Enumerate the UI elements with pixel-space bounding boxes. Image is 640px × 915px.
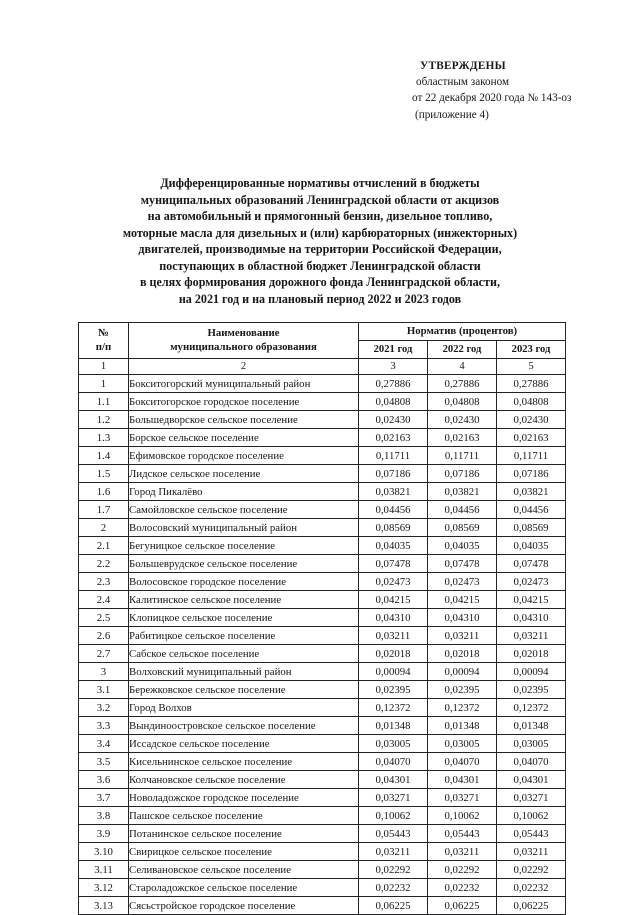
- header-municipality-line-1: Наименование: [207, 327, 280, 339]
- table-row: [79, 771, 566, 789]
- row-number: 2.1: [79, 537, 129, 555]
- row-municipality-name: Кисельнинское сельское поселение: [129, 753, 359, 771]
- row-value-2022: 0,05443: [428, 825, 497, 843]
- row-value-2022: 0,08569: [428, 519, 497, 537]
- row-value-2022: 0,07478: [428, 555, 497, 573]
- row-value-2023: 0,12372: [497, 699, 566, 717]
- row-value-2023: 0,04310: [497, 609, 566, 627]
- table-row: [79, 897, 566, 915]
- row-value-2021: 0,04035: [359, 537, 428, 555]
- row-number: 1.1: [79, 393, 129, 411]
- header-municipality-line-2: муниципального образования: [170, 340, 317, 353]
- row-municipality-name: Пашское сельское поселение: [129, 807, 359, 825]
- row-value-2022: 0,10062: [428, 807, 497, 825]
- row-number: 3.1: [79, 681, 129, 699]
- row-value-2021: 0,06225: [359, 897, 428, 915]
- row-number: 1: [79, 375, 129, 393]
- row-value-2021: 0,03821: [359, 483, 428, 501]
- row-value-2022: 0,04070: [428, 753, 497, 771]
- table-row: [79, 789, 566, 807]
- header-row-main: [79, 323, 566, 341]
- row-municipality-name: Иссадское сельское поселение: [129, 735, 359, 753]
- row-municipality-name: Потанинское сельское поселение: [129, 825, 359, 843]
- row-value-2022: 0,02395: [428, 681, 497, 699]
- row-number: 1.5: [79, 465, 129, 483]
- row-number: 3: [79, 663, 129, 681]
- approval-line-3: от 22 декабря 2020 года № 143-оз: [412, 92, 572, 105]
- row-value-2022: 0,02473: [428, 573, 497, 591]
- title-line-3: на автомобильный и прямогонный бензин, дизельное топливо,: [147, 209, 493, 223]
- row-municipality-name: Селивановское сельское поселение: [129, 861, 359, 879]
- table-head: [79, 323, 566, 375]
- row-value-2023: 0,04456: [497, 501, 566, 519]
- row-number: 1.7: [79, 501, 129, 519]
- table-row: [79, 825, 566, 843]
- header-norm-group: Норматив (процентов): [359, 323, 566, 341]
- table-row: [79, 753, 566, 771]
- row-value-2022: 0,04035: [428, 537, 497, 555]
- row-value-2021: 0,27886: [359, 375, 428, 393]
- row-number: 3.8: [79, 807, 129, 825]
- row-value-2021: 0,04456: [359, 501, 428, 519]
- header-number: [79, 323, 129, 359]
- row-value-2021: 0,02292: [359, 861, 428, 879]
- row-number: 3.7: [79, 789, 129, 807]
- document-title: [50, 175, 590, 307]
- row-value-2021: 0,04215: [359, 591, 428, 609]
- row-number: 3.5: [79, 753, 129, 771]
- row-municipality-name: Клопицкое сельское поселение: [129, 609, 359, 627]
- row-municipality-name: Сясьстройское городское поселение: [129, 897, 359, 915]
- row-value-2021: 0,04808: [359, 393, 428, 411]
- row-value-2023: 0,00094: [497, 663, 566, 681]
- row-value-2022: 0,02232: [428, 879, 497, 897]
- row-municipality-name: Бокситогорский муниципальный район: [129, 375, 359, 393]
- table-row: [79, 807, 566, 825]
- row-value-2023: 0,02232: [497, 879, 566, 897]
- row-value-2021: 0,03005: [359, 735, 428, 753]
- row-value-2023: 0,04215: [497, 591, 566, 609]
- table-row: [79, 879, 566, 897]
- row-number: 1.4: [79, 447, 129, 465]
- title-line-8: на 2021 год и на плановый период 2022 и 2023 годов: [178, 291, 462, 306]
- row-value-2022: 0,04456: [428, 501, 497, 519]
- row-number: 2.3: [79, 573, 129, 591]
- row-number: 3.10: [79, 843, 129, 861]
- title-line-5: двигателей, производимые на территории Российской Федерации,: [138, 242, 502, 256]
- title-line-2: муниципальных образований Ленинградской области от акцизов: [140, 192, 500, 207]
- norms-table: [78, 322, 566, 915]
- table-row: [79, 663, 566, 681]
- table-row: [79, 555, 566, 573]
- table-row: [79, 393, 566, 411]
- row-municipality-name: Сабское сельское поселение: [129, 645, 359, 663]
- table-row: [79, 447, 566, 465]
- row-number: 1.3: [79, 429, 129, 447]
- header-year-2022: 2022 год: [428, 341, 497, 359]
- row-value-2022: 0,27886: [428, 375, 497, 393]
- row-municipality-name: Волосовский муниципальный район: [129, 519, 359, 537]
- row-number: 2.2: [79, 555, 129, 573]
- row-number: 3.4: [79, 735, 129, 753]
- row-value-2021: 0,03271: [359, 789, 428, 807]
- table-row: [79, 681, 566, 699]
- table-row: [79, 735, 566, 753]
- row-number: 3.3: [79, 717, 129, 735]
- header-number-line-2: п/п: [95, 340, 112, 353]
- table-row: [79, 843, 566, 861]
- table-row: [79, 537, 566, 555]
- row-number: 3.2: [79, 699, 129, 717]
- column-number-2: 2: [129, 359, 359, 375]
- row-value-2023: 0,03211: [497, 843, 566, 861]
- row-municipality-name: Борское сельское поселение: [129, 429, 359, 447]
- row-value-2022: 0,04808: [428, 393, 497, 411]
- row-municipality-name: Новоладожское городское поселение: [129, 789, 359, 807]
- row-value-2023: 0,02430: [497, 411, 566, 429]
- row-value-2021: 0,00094: [359, 663, 428, 681]
- row-value-2022: 0,03821: [428, 483, 497, 501]
- row-value-2021: 0,04310: [359, 609, 428, 627]
- table-row: [79, 429, 566, 447]
- row-value-2022: 0,00094: [428, 663, 497, 681]
- row-municipality-name: Ефимовское городское поселение: [129, 447, 359, 465]
- row-number: 3.6: [79, 771, 129, 789]
- row-value-2022: 0,02163: [428, 429, 497, 447]
- table-row: [79, 609, 566, 627]
- row-value-2023: 0,04301: [497, 771, 566, 789]
- row-value-2023: 0,03821: [497, 483, 566, 501]
- table-row: [79, 483, 566, 501]
- row-value-2022: 0,03211: [428, 843, 497, 861]
- table-row: [79, 375, 566, 393]
- row-value-2022: 0,02018: [428, 645, 497, 663]
- row-value-2021: 0,02395: [359, 681, 428, 699]
- table-row: [79, 519, 566, 537]
- row-value-2022: 0,04215: [428, 591, 497, 609]
- table-row: [79, 645, 566, 663]
- row-value-2022: 0,04310: [428, 609, 497, 627]
- row-value-2021: 0,04301: [359, 771, 428, 789]
- row-number: 2.5: [79, 609, 129, 627]
- row-municipality-name: Самойловское сельское поселение: [129, 501, 359, 519]
- row-value-2023: 0,04035: [497, 537, 566, 555]
- row-value-2021: 0,07186: [359, 465, 428, 483]
- row-municipality-name: Бегуницкое сельское поселение: [129, 537, 359, 555]
- row-value-2021: 0,08569: [359, 519, 428, 537]
- row-value-2023: 0,05443: [497, 825, 566, 843]
- row-municipality-name: Рабитицкое сельское поселение: [129, 627, 359, 645]
- row-municipality-name: Лидское сельское поселение: [129, 465, 359, 483]
- norms-table-container: [78, 322, 565, 915]
- row-value-2021: 0,03211: [359, 627, 428, 645]
- row-value-2022: 0,02292: [428, 861, 497, 879]
- table-row: [79, 591, 566, 609]
- row-value-2023: 0,02395: [497, 681, 566, 699]
- row-value-2021: 0,02163: [359, 429, 428, 447]
- row-number: 2: [79, 519, 129, 537]
- title-line-1: Дифференцированные нормативы отчислений в бюджеты: [160, 176, 480, 190]
- row-municipality-name: Калитинское сельское поселение: [129, 591, 359, 609]
- row-value-2022: 0,03271: [428, 789, 497, 807]
- row-value-2022: 0,06225: [428, 897, 497, 915]
- row-number: 3.12: [79, 879, 129, 897]
- row-municipality-name: Вындиноостровское сельское поселение: [129, 717, 359, 735]
- row-value-2022: 0,11711: [428, 447, 497, 465]
- row-municipality-name: Староладожское сельское поселение: [129, 879, 359, 897]
- row-value-2023: 0,07478: [497, 555, 566, 573]
- table-row: [79, 465, 566, 483]
- table-row: [79, 573, 566, 591]
- row-value-2022: 0,02430: [428, 411, 497, 429]
- approval-line-4: (приложение 4): [415, 108, 489, 121]
- table-row: [79, 699, 566, 717]
- row-value-2023: 0,11711: [497, 447, 566, 465]
- row-value-2022: 0,04301: [428, 771, 497, 789]
- row-value-2022: 0,03211: [428, 627, 497, 645]
- header-year-2021: 2021 год: [359, 341, 428, 359]
- row-number: 2.4: [79, 591, 129, 609]
- row-municipality-name: Бокситогорское городское поселение: [129, 393, 359, 411]
- row-value-2021: 0,02232: [359, 879, 428, 897]
- row-value-2021: 0,02018: [359, 645, 428, 663]
- column-number-1: 1: [79, 359, 129, 375]
- row-number: 1.2: [79, 411, 129, 429]
- row-value-2023: 0,03005: [497, 735, 566, 753]
- row-value-2021: 0,01348: [359, 717, 428, 735]
- row-municipality-name: Бережковское сельское поселение: [129, 681, 359, 699]
- approval-block: [412, 58, 632, 123]
- row-value-2023: 0,04808: [497, 393, 566, 411]
- row-municipality-name: Волосовское городское поселение: [129, 573, 359, 591]
- row-number: 3.9: [79, 825, 129, 843]
- column-number-row: [79, 359, 566, 375]
- row-value-2021: 0,03211: [359, 843, 428, 861]
- row-value-2021: 0,10062: [359, 807, 428, 825]
- row-value-2023: 0,08569: [497, 519, 566, 537]
- title-line-4: моторные масла для дизельных и (или) карбюраторных (инжекторных): [122, 225, 518, 240]
- header-number-line-1: №: [98, 327, 109, 339]
- row-number: 1.6: [79, 483, 129, 501]
- row-value-2021: 0,02430: [359, 411, 428, 429]
- row-value-2023: 0,07186: [497, 465, 566, 483]
- column-number-5: 5: [497, 359, 566, 375]
- table-row: [79, 717, 566, 735]
- row-value-2021: 0,11711: [359, 447, 428, 465]
- row-municipality-name: Город Пикалёво: [129, 483, 359, 501]
- approval-line-2: областным законом: [416, 76, 510, 89]
- header-year-2023: 2023 год: [497, 341, 566, 359]
- title-line-6: поступающих в областной бюджет Ленинградской области: [159, 258, 481, 273]
- column-number-3: 3: [359, 359, 428, 375]
- table-row: [79, 411, 566, 429]
- row-value-2023: 0,10062: [497, 807, 566, 825]
- table-body: [79, 375, 566, 915]
- table-row: [79, 501, 566, 519]
- table-row: [79, 627, 566, 645]
- row-value-2023: 0,27886: [497, 375, 566, 393]
- row-number: 3.11: [79, 861, 129, 879]
- row-value-2021: 0,12372: [359, 699, 428, 717]
- row-value-2023: 0,02163: [497, 429, 566, 447]
- approval-line-1: УТВЕРЖДЕНЫ: [420, 60, 506, 72]
- title-line-7: в целях формирования дорожного фонда Ленинградской области,: [140, 275, 500, 289]
- row-municipality-name: Свирицкое сельское поселение: [129, 843, 359, 861]
- row-value-2021: 0,07478: [359, 555, 428, 573]
- row-value-2021: 0,05443: [359, 825, 428, 843]
- table-row: [79, 861, 566, 879]
- row-municipality-name: Волховский муниципальный район: [129, 663, 359, 681]
- row-value-2023: 0,06225: [497, 897, 566, 915]
- row-value-2021: 0,04070: [359, 753, 428, 771]
- row-number: 3.13: [79, 897, 129, 915]
- header-municipality: [129, 323, 359, 359]
- row-value-2022: 0,12372: [428, 699, 497, 717]
- row-value-2022: 0,01348: [428, 717, 497, 735]
- row-value-2021: 0,02473: [359, 573, 428, 591]
- row-value-2023: 0,04070: [497, 753, 566, 771]
- row-value-2023: 0,03271: [497, 789, 566, 807]
- row-value-2023: 0,02473: [497, 573, 566, 591]
- row-value-2022: 0,03005: [428, 735, 497, 753]
- row-municipality-name: Колчановское сельское поселение: [129, 771, 359, 789]
- row-municipality-name: Большедворское сельское поселение: [129, 411, 359, 429]
- row-value-2022: 0,07186: [428, 465, 497, 483]
- row-number: 2.6: [79, 627, 129, 645]
- column-number-4: 4: [428, 359, 497, 375]
- row-municipality-name: Большеврудское сельское поселение: [129, 555, 359, 573]
- row-value-2023: 0,02018: [497, 645, 566, 663]
- row-value-2023: 0,03211: [497, 627, 566, 645]
- row-municipality-name: Город Волхов: [129, 699, 359, 717]
- row-number: 2.7: [79, 645, 129, 663]
- row-value-2023: 0,02292: [497, 861, 566, 879]
- row-value-2023: 0,01348: [497, 717, 566, 735]
